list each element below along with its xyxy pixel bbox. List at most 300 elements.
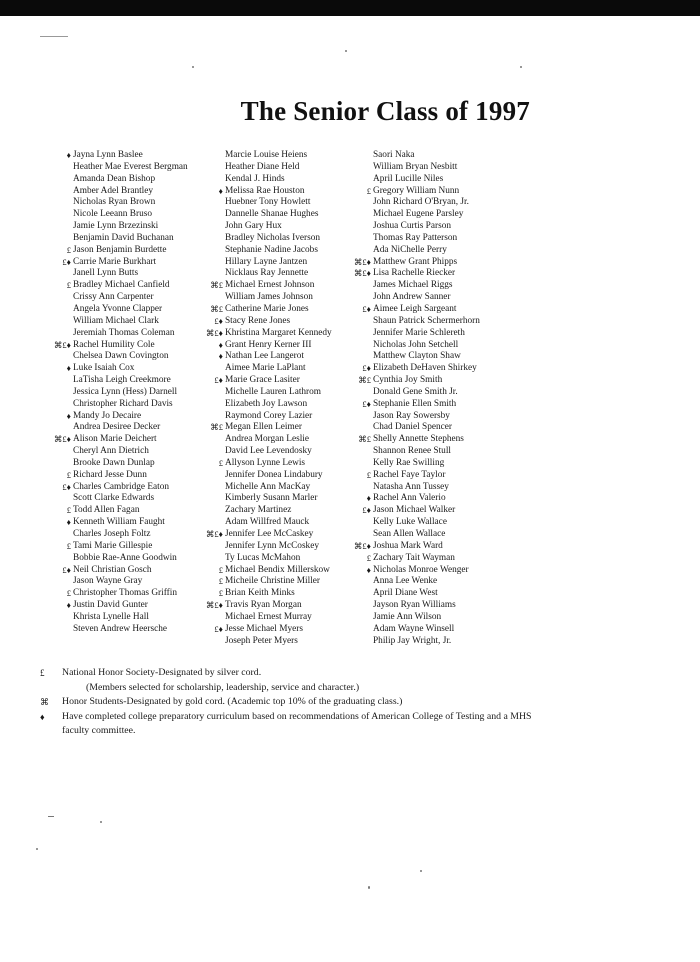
honor-marker: [348, 328, 373, 340]
student-name: Ty Lucas McMahon: [225, 552, 301, 563]
honor-marker: £: [66, 540, 71, 551]
student-name: Charles Joseph Foltz: [73, 529, 151, 539]
student-name: Joshua Curtis Parson: [373, 221, 451, 232]
honor-marker: [48, 268, 73, 280]
honor-marker: [48, 328, 73, 340]
name-entry: [348, 505, 528, 517]
student-name: Catherine Marie Jones: [225, 303, 309, 314]
student-name: Zachary Martinez: [225, 505, 292, 516]
student-name: Amber Adel Brantley: [73, 185, 154, 196]
honor-marker: £♦: [214, 623, 223, 634]
student-name: Chad Daniel Spencer: [373, 422, 452, 433]
student-name: Marcie Louise Heiens: [225, 150, 308, 160]
honor-marker: £♦: [62, 564, 71, 575]
honor-marker: [200, 541, 225, 553]
honor-marker: [348, 197, 373, 209]
student-name: Luke Isaiah Cox: [73, 363, 135, 374]
name-entry: [348, 257, 528, 269]
student-name: Jennifer Marie Schlereth: [373, 327, 465, 338]
honor-marker: [200, 411, 225, 423]
name-entry: [348, 351, 528, 363]
honor-marker: [48, 375, 73, 387]
student-name: Crissy Ann Carpenter: [73, 292, 154, 303]
student-name: Khrista Lynelle Hall: [73, 611, 149, 622]
honor-marker: [348, 209, 373, 221]
honor-marker: £♦: [362, 505, 371, 516]
student-name: Michael Ernest Murray: [225, 611, 312, 622]
honor-marker: ♦: [218, 351, 223, 362]
student-name: LaTisha Leigh Creekmore: [73, 375, 171, 386]
honor-marker: £: [218, 576, 223, 587]
name-entry: [348, 541, 528, 553]
name-entry: [348, 162, 528, 174]
honor-marker: [200, 221, 225, 233]
honor-marker: £♦: [62, 481, 71, 492]
honor-marker: [48, 446, 73, 458]
page-title: The Senior Class of 1997: [240, 96, 530, 126]
student-name: Stacy Rene Jones: [225, 315, 291, 326]
name-entry: [348, 304, 528, 316]
student-name: Matthew Clayton Shaw: [373, 351, 461, 362]
honor-marker: ♦: [66, 600, 71, 611]
honor-marker: [48, 351, 73, 363]
honor-marker: [200, 482, 225, 494]
name-entry: [348, 245, 528, 257]
name-entry: [348, 422, 528, 434]
student-name: Carrie Marie Burkhart: [73, 256, 157, 267]
student-name: Adam Wayne Winsell: [373, 623, 455, 634]
honor-marker: [348, 612, 373, 624]
honor-marker: ⌘£: [210, 280, 223, 291]
student-name: Bradley Nicholas Iverson: [225, 232, 321, 243]
honor-marker: ⌘£♦: [53, 339, 71, 350]
student-name: Melissa Rae Houston: [225, 185, 305, 196]
name-entry: [348, 268, 528, 280]
student-name: Jennifer Lee McCaskey: [225, 529, 314, 539]
student-name: Stephanie Ellen Smith: [373, 398, 457, 409]
honor-marker: [348, 600, 373, 612]
student-name: Matthew Grant Phipps: [373, 256, 458, 267]
name-column-3: [348, 150, 528, 647]
student-name: Neil Christian Gosch: [73, 564, 152, 575]
scan-speck: [48, 816, 54, 817]
honor-marker: [348, 340, 373, 352]
student-name: Stephanie Nadine Jacobs: [225, 244, 318, 255]
honor-marker: [348, 517, 373, 529]
name-entry: [348, 340, 528, 352]
student-name: Ada NiChelle Perry: [373, 244, 447, 255]
name-entry: [348, 517, 528, 529]
name-entry: [348, 493, 528, 505]
student-name: Jamie Ann Wilson: [373, 611, 442, 622]
honor-marker: [200, 209, 225, 221]
student-name: Jennifer Lynn McCoskey: [225, 540, 319, 551]
student-name: Kendal J. Hinds: [225, 173, 285, 184]
name-entry: [348, 529, 528, 541]
honor-marker: [348, 446, 373, 458]
name-entry: [348, 636, 528, 648]
student-name: Shaun Patrick Schermerhorn: [373, 315, 480, 326]
honor-marker: [200, 399, 225, 411]
student-name: John Gary Hux: [225, 221, 282, 232]
student-name: Aimee Marie LaPlant: [225, 363, 306, 374]
legend-nhs-symbol: £: [40, 668, 45, 678]
honor-marker: [200, 470, 225, 482]
student-name: April Lucille Niles: [373, 173, 444, 184]
legend-nhs-text: National Honor Society-Designated by silver cord.: [62, 667, 262, 678]
honor-marker: [348, 387, 373, 399]
honor-marker: ⌘£♦: [205, 529, 223, 539]
honor-marker: [348, 482, 373, 494]
legend: [40, 666, 560, 739]
student-name: Michael Bendix Millerskow: [225, 564, 330, 575]
honor-marker: [348, 411, 373, 423]
honor-marker: £: [66, 244, 71, 255]
honor-marker: [348, 636, 373, 648]
student-name: William Michael Clark: [73, 315, 159, 326]
student-name: Steven Andrew Heersche: [73, 623, 167, 634]
student-name: Adam Willfred Mauck: [225, 517, 310, 528]
scan-speck: [36, 848, 38, 850]
honor-marker: [348, 588, 373, 600]
name-entry: [348, 588, 528, 600]
student-name: Megan Ellen Leimer: [225, 422, 302, 433]
honor-marker: ⌘£♦: [205, 600, 223, 611]
honor-marker: £: [366, 552, 371, 563]
student-name: Nicholas Monroe Wenger: [373, 564, 469, 575]
name-entry: [348, 434, 528, 446]
legend-nhs-subtext-row: [40, 681, 560, 696]
name-entry: [348, 174, 528, 186]
honor-marker: [48, 553, 73, 565]
name-entry: [348, 221, 528, 233]
student-name: Jason Michael Walker: [373, 505, 456, 516]
name-entry: [348, 280, 528, 292]
name-entry: [348, 470, 528, 482]
honor-marker: [200, 257, 225, 269]
student-name: David Lee Levendosky: [225, 446, 312, 457]
student-name: Andrea Morgan Leslie: [225, 434, 309, 445]
honor-marker: [48, 612, 73, 624]
name-entry: [348, 576, 528, 588]
name-entry: [348, 624, 528, 636]
student-name: Anna Lee Wenke: [373, 576, 438, 587]
honor-marker: [48, 529, 73, 541]
student-name: Jamie Lynn Brzezinski: [73, 221, 159, 232]
legend-honor-row: [40, 695, 560, 710]
honor-marker: ⌘£♦: [353, 256, 371, 267]
honor-marker: [48, 221, 73, 233]
honor-marker: [200, 174, 225, 186]
honor-marker: ⌘£♦: [353, 540, 371, 551]
honor-marker: [200, 493, 225, 505]
honor-marker: [48, 624, 73, 636]
honor-marker: [200, 292, 225, 304]
name-entry: [348, 411, 528, 423]
honor-marker: [348, 174, 373, 186]
honor-marker: [200, 197, 225, 209]
honor-marker: £♦: [214, 315, 223, 326]
name-entry: [348, 292, 528, 304]
student-name: Marie Grace Lasiter: [225, 375, 300, 386]
student-name: Kelly Luke Wallace: [373, 517, 447, 528]
student-name: Chelsea Dawn Covington: [73, 351, 169, 362]
student-name: Justin David Gunter: [73, 600, 148, 611]
honor-marker: [200, 517, 225, 529]
student-name: Rachel Faye Taylor: [373, 469, 446, 480]
name-entry: [348, 209, 528, 221]
student-name: Bobbie Rae-Anne Goodwin: [73, 552, 177, 563]
name-entry: [348, 387, 528, 399]
student-name: Kenneth William Faught: [73, 517, 165, 528]
honor-marker: [200, 505, 225, 517]
student-name: Amanda Dean Bishop: [73, 173, 156, 184]
student-name: Rachel Ann Valerio: [373, 493, 446, 504]
student-name: William Bryan Nesbitt: [373, 161, 458, 172]
honor-marker: [200, 150, 225, 162]
name-entry: [348, 600, 528, 612]
honor-marker: [200, 233, 225, 245]
student-name: Nicklaus Ray Jennette: [225, 268, 309, 279]
honor-marker: [348, 221, 373, 233]
student-name: William James Johnson: [225, 292, 313, 303]
honor-marker: ⌘£: [210, 422, 223, 433]
student-name: Jesse Michael Myers: [225, 623, 303, 634]
honor-marker: ♦: [66, 517, 71, 528]
student-name: Elizabeth DeHaven Shirkey: [373, 363, 477, 374]
student-name: Heather Diane Held: [225, 161, 300, 172]
scan-speck: [368, 886, 370, 889]
student-name: Jason Ray Sowersby: [373, 410, 450, 421]
student-name: Nicholas John Setchell: [373, 339, 459, 350]
scan-speck: [345, 50, 347, 52]
scan-speck: [40, 36, 68, 37]
honor-marker: [200, 636, 225, 648]
honor-marker: ♦: [66, 410, 71, 421]
honor-marker: [48, 493, 73, 505]
student-name: Charles Cambridge Eaton: [73, 481, 170, 492]
honor-marker: [348, 576, 373, 588]
student-name: John Richard O'Bryan, Jr.: [373, 197, 469, 208]
student-name: Jayna Lynn Baslee: [73, 150, 143, 160]
student-name: Aimee Leigh Sargeant: [373, 303, 457, 314]
honor-marker: [200, 387, 225, 399]
honor-marker: [200, 363, 225, 375]
name-entry: [348, 363, 528, 375]
name-entry: [348, 375, 528, 387]
student-name: Heather Mae Everest Bergman: [73, 161, 188, 172]
honor-marker: [48, 422, 73, 434]
honor-marker: £♦: [362, 398, 371, 409]
honor-marker: [348, 280, 373, 292]
honor-marker: [200, 434, 225, 446]
honor-marker: [348, 150, 373, 162]
student-name: Jessica Lynn (Hess) Darnell: [73, 386, 178, 397]
legend-nhs-subtext: (Members selected for scholarship, leadership, service and character.): [86, 681, 360, 693]
honor-marker: £: [66, 588, 71, 599]
honor-marker: [48, 174, 73, 186]
honor-marker: [200, 446, 225, 458]
honor-marker: [348, 233, 373, 245]
student-name: Jason Benjamin Burdette: [73, 244, 167, 255]
honor-marker: ⌘£♦: [53, 434, 71, 445]
legend-prep-row: [40, 710, 560, 739]
honor-marker: [348, 422, 373, 434]
name-entry: [348, 186, 528, 198]
scan-speck: [192, 66, 194, 68]
honor-marker: [200, 162, 225, 174]
honor-marker: ⌘£♦: [353, 268, 371, 279]
student-name: Nicole Leeann Bruso: [73, 209, 152, 220]
student-name: Shannon Renee Stull: [373, 446, 451, 457]
student-name: Saori Naka: [373, 150, 415, 160]
honor-marker: £: [66, 469, 71, 480]
honor-marker: [348, 351, 373, 363]
student-name: Kelly Rae Swilling: [373, 457, 445, 468]
honor-marker: ⌘£: [358, 434, 371, 445]
honor-marker: [48, 233, 73, 245]
student-name: Joshua Mark Ward: [373, 540, 443, 551]
name-entry: [348, 150, 528, 162]
honor-marker: [348, 458, 373, 470]
student-name: Jeremiah Thomas Coleman: [73, 327, 175, 338]
honor-marker: [200, 612, 225, 624]
honor-marker: [48, 209, 73, 221]
student-name: Shelly Annette Stephens: [373, 434, 464, 445]
student-name: Kimberly Susann Marler: [225, 493, 318, 504]
honor-marker: [348, 292, 373, 304]
student-name: Cynthia Joy Smith: [373, 375, 443, 386]
honor-marker: [348, 162, 373, 174]
honor-marker: £♦: [362, 363, 371, 374]
honor-marker: £: [218, 588, 223, 599]
student-name: Mandy Jo Decaire: [73, 410, 142, 421]
honor-marker: [48, 399, 73, 411]
honor-marker: ♦: [66, 363, 71, 374]
student-name: Angela Yvonne Clapper: [73, 303, 163, 314]
honor-marker: £♦: [362, 303, 371, 314]
student-name: Tami Marie Gillespie: [73, 540, 153, 551]
student-name: Thomas Ray Patterson: [373, 232, 458, 243]
name-entry: [348, 446, 528, 458]
name-entry: [348, 399, 528, 411]
student-name: April Diane West: [373, 588, 438, 599]
student-name: Janell Lynn Butts: [73, 268, 139, 279]
honor-marker: [48, 162, 73, 174]
honor-marker: [48, 576, 73, 588]
student-name: Christopher Richard Davis: [73, 398, 173, 409]
honor-marker: [200, 268, 225, 280]
honor-marker: [348, 529, 373, 541]
scan-top-border: [0, 0, 700, 16]
name-entry: [348, 458, 528, 470]
student-name: Philip Jay Wright, Jr.: [373, 635, 452, 646]
student-name: Nicholas Ryan Brown: [73, 197, 156, 208]
honor-marker: [48, 387, 73, 399]
name-entry: [348, 482, 528, 494]
honor-marker: ♦: [218, 339, 223, 350]
student-name: Andrea Desiree Decker: [73, 422, 161, 433]
honor-marker: [48, 458, 73, 470]
honor-marker: £: [66, 280, 71, 291]
honor-marker: ⌘£: [358, 375, 371, 386]
student-name: Jennifer Donea Lindabury: [225, 469, 323, 480]
student-name: Brooke Dawn Dunlap: [73, 457, 155, 468]
student-name: Lisa Rachelle Riecker: [373, 268, 456, 279]
honor-marker: [48, 197, 73, 209]
student-name: Dannelle Shanae Hughes: [225, 209, 319, 220]
honor-marker: £: [366, 469, 371, 480]
student-name: Zachary Tait Wayman: [373, 552, 455, 563]
student-name: Rachel Humility Cole: [73, 339, 155, 350]
student-name: Nathan Lee Langerot: [225, 351, 304, 362]
name-entry: [348, 328, 528, 340]
honor-marker: [200, 553, 225, 565]
honor-marker: £: [366, 185, 371, 196]
student-name: Cheryl Ann Dietrich: [73, 446, 149, 457]
student-name: Michelle Ann MacKay: [225, 481, 311, 492]
honor-marker: ♦: [366, 564, 371, 575]
student-name: Todd Allen Fagan: [73, 505, 140, 516]
student-name: Benjamin David Buchanan: [73, 232, 174, 243]
student-name: Allyson Lynne Lewis: [225, 457, 306, 468]
legend-prep-symbol: ♦: [40, 711, 45, 722]
name-entry: [348, 565, 528, 577]
honor-marker: [348, 316, 373, 328]
honor-marker: [48, 292, 73, 304]
honor-marker: ⌘£♦: [205, 327, 223, 338]
student-name: Michael Eugene Parsley: [373, 209, 464, 220]
student-name: Joseph Peter Myers: [225, 635, 298, 646]
student-name: Jason Wayne Gray: [73, 576, 143, 587]
student-name: Elizabeth Joy Lawson: [225, 398, 308, 409]
student-name: Huebner Tony Howlett: [225, 197, 311, 208]
honor-marker: [48, 316, 73, 328]
honor-marker: ♦: [366, 493, 371, 504]
name-entry: [348, 316, 528, 328]
honor-marker: £: [66, 505, 71, 516]
legend-honor-text: Honor Students-Designated by gold cord. (Academic top 10% of the graduating class.): [62, 696, 403, 708]
honor-marker: £♦: [62, 256, 71, 267]
student-name: Bradley Michael Canfield: [73, 280, 170, 291]
student-name: Brian Keith Minks: [225, 588, 295, 599]
student-name: Richard Jesse Dunn: [73, 469, 147, 480]
name-entry: [348, 612, 528, 624]
student-name: Michelle Lauren Lathrom: [225, 386, 322, 397]
student-name: Gregory William Nunn: [373, 185, 460, 196]
student-name: James Michael Riggs: [373, 280, 453, 291]
honor-marker: [348, 624, 373, 636]
student-name: Khristina Margaret Kennedy: [225, 327, 332, 338]
student-name: Alison Marie Deichert: [73, 434, 157, 445]
honor-marker: ♦: [218, 185, 223, 196]
student-name: Christopher Thomas Griffin: [73, 588, 177, 599]
scan-speck: [520, 66, 522, 68]
honor-marker: [348, 245, 373, 257]
student-name: Scott Clarke Edwards: [73, 493, 155, 504]
name-entry: [348, 233, 528, 245]
honor-marker: [48, 304, 73, 316]
student-name: Micheile Christine Miller: [225, 576, 321, 587]
name-entry: [348, 553, 528, 565]
honor-marker: [200, 245, 225, 257]
honor-marker: ⌘£: [210, 303, 223, 314]
student-name: Hillary Layne Jantzen: [225, 256, 308, 267]
honor-marker: [48, 186, 73, 198]
legend-nhs-row: [40, 666, 560, 681]
student-name: Michael Ernest Johnson: [225, 280, 315, 291]
student-name: John Andrew Sanner: [373, 292, 451, 303]
